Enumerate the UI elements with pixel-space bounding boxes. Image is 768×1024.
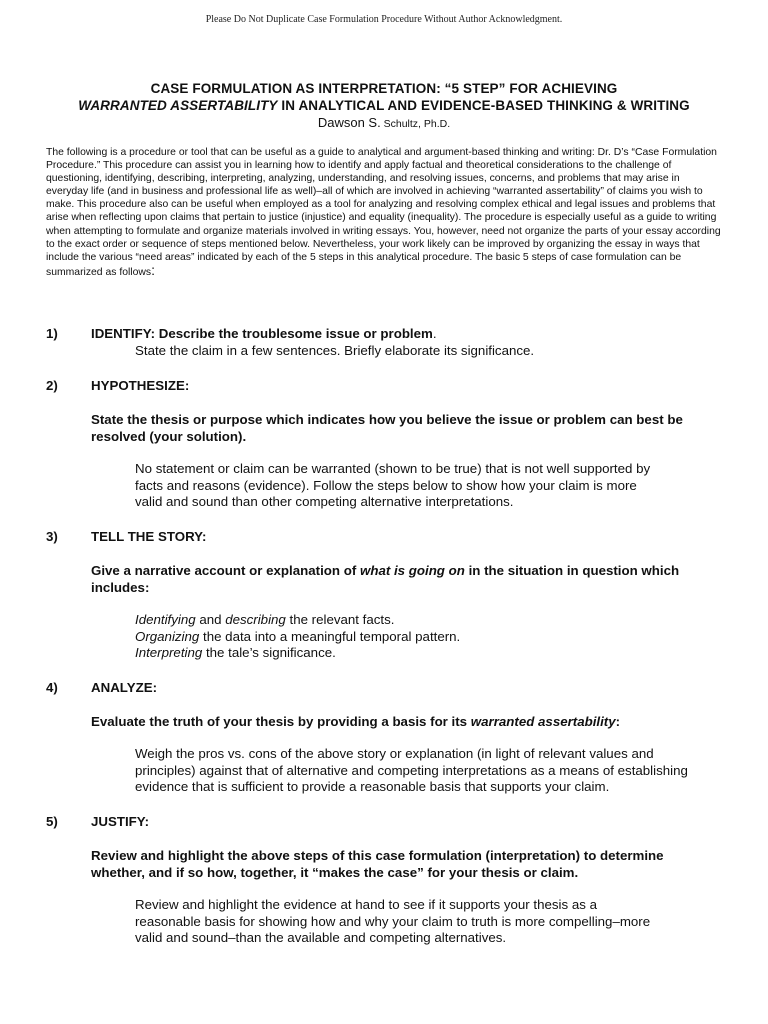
step-3-item [135, 612, 725, 629]
step-3-list [135, 612, 725, 662]
step-3-number: 3) [46, 529, 58, 544]
step-1-body [135, 343, 725, 360]
step-4-prompt [91, 713, 721, 730]
step-2-body-line: facts and reasons (evidence). Follow the steps below to show how your claim is more [135, 477, 637, 493]
step-3-label: TELL THE STORY: [91, 529, 207, 544]
step-2-body [135, 461, 725, 511]
title-line-2 [40, 97, 728, 114]
step-1-number: 1) [46, 326, 58, 341]
step-1-body-text: State the claim in a few sentences. Briefly elaborate its significance. [135, 343, 535, 358]
step-4-prompt-italic: warranted assertability [470, 714, 616, 729]
step-3-item-text: and [195, 612, 226, 627]
header-note: Please Do Not Duplicate Case Formulation Procedure Without Author Acknowledgment. [205, 14, 563, 25]
step-3-item [135, 645, 725, 662]
step-3-prompt-end: in the situation in question which includes: [91, 563, 680, 595]
step-4-number: 4) [46, 680, 58, 695]
step-5-prompt: Review and highlight the above steps of this case formulation (interpretation) to determine whether, and if so how, together, it “makes the case” for your thesis or claim. [91, 848, 664, 880]
step-4-label: ANALYZE: [91, 680, 157, 695]
step-5-label: JUSTIFY: [91, 814, 150, 829]
step-4-body-line: Weigh the pros vs. cons of the above story or explanation (in light of relevant values and [135, 746, 654, 761]
step-2-thesis: State the thesis or purpose which indicates how you believe the issue or problem can best be resolved (your solution). [91, 412, 683, 444]
step-4-body-line: evidence that is sufficient to provide a reasonable basis that supports your claim. [135, 779, 610, 794]
step-5-body-line: reasonable basis for showing how and why your claim to truth is more compelling–more [135, 913, 651, 929]
title-italic-phrase: WARRANTED ASSERTABILITY [78, 98, 278, 113]
step-4-body [135, 746, 725, 796]
author-line [40, 114, 728, 133]
author-name: Dawson S. [317, 115, 381, 130]
title-block [40, 80, 728, 133]
intro-paragraph [46, 146, 724, 279]
step-1-label-text: IDENTIFY: Describe the troublesome issue or problem [91, 326, 433, 341]
step-1-label-end: . [432, 326, 437, 341]
step-3-prompt-start: Give a narrative account or explanation of [91, 563, 360, 578]
title-line-2-rest: IN ANALYTICAL AND EVIDENCE-BASED THINKING & WRITING [277, 98, 690, 113]
step-1-label [91, 325, 437, 342]
step-3-item-text: the relevant facts. [285, 612, 395, 627]
author-credentials: Schultz, Ph.D. [380, 118, 451, 130]
step-4-prompt-start: Evaluate the truth of your thesis by providing a basis for its [91, 714, 471, 729]
step-3-item-text: the data into a meaningful temporal pattern. [199, 628, 461, 644]
step-3-item-italic: Organizing [135, 628, 200, 644]
step-3-item-text: the tale’s significance. [202, 645, 336, 660]
step-2-label: HYPOTHESIZE: [91, 378, 190, 393]
step-2-number: 2) [46, 378, 58, 393]
intro-text: The following is a procedure or tool that can be useful as a guide to analytical and argument-based thinking and writing: Dr. D’s “Case Formulation Procedure.” This procedure can assist you in learning how to identify and apply factual and theoretical considerations to the challenge of questioning, identifying, describing, interpreting, analyzing, understanding, and resolving issues, concerns, and problems that may arise in everyday life (and in business and professional life as well)–all of which are involved in achieving “warranted assertability” of claims you wish to make. This procedure also can be useful when employed as a tool for analyzing and resolving complex ethical and legal issues and problems that arise when reflecting upon claims that pertain to justice (injustice) and equality (inequality). The procedure is especially useful as a guide to writing when attempting to formulate and organize materials involved in writing essays. You, however, need not organize the parts of your essay according to the exact order or sequence of steps mentioned below. Nevertheless, your work likely can be improved by organizing the essay in ways that include the various “need areas” indicated by each of the 5 steps in this analytical procedure. The basic 5 steps of case formulation can be summarized as follows [46, 147, 721, 278]
step-5-body-line: Review and highlight the evidence at hand to see if it supports your thesis as a [135, 897, 597, 912]
step-4-body-line: principles) against that of alternative and competing interpretations as a means of establishing [135, 762, 688, 778]
step-2-body-line: valid and sound than other competing alternative interpretations. [135, 494, 514, 509]
step-4-prompt-end: : [615, 714, 621, 729]
intro-end: : [151, 261, 155, 278]
title-line-1: CASE FORMULATION AS INTERPRETATION: “5 STEP” FOR ACHIEVING [150, 81, 618, 96]
step-3-prompt [91, 562, 721, 596]
step-3-item [135, 629, 725, 646]
step-5-number: 5) [46, 814, 58, 829]
step-3-item-italic: Interpreting [135, 645, 203, 660]
step-2-body-line: No statement or claim can be warranted (shown to be true) that is not well supported by [135, 461, 651, 476]
step-3-item-italic: describing [225, 612, 286, 627]
step-3-prompt-italic: what is going on [359, 563, 465, 578]
step-5-body-line: valid and sound–than the available and competing alternatives. [135, 930, 507, 945]
step-5-body [135, 897, 725, 947]
step-3-item-italic: Identifying [135, 612, 196, 627]
